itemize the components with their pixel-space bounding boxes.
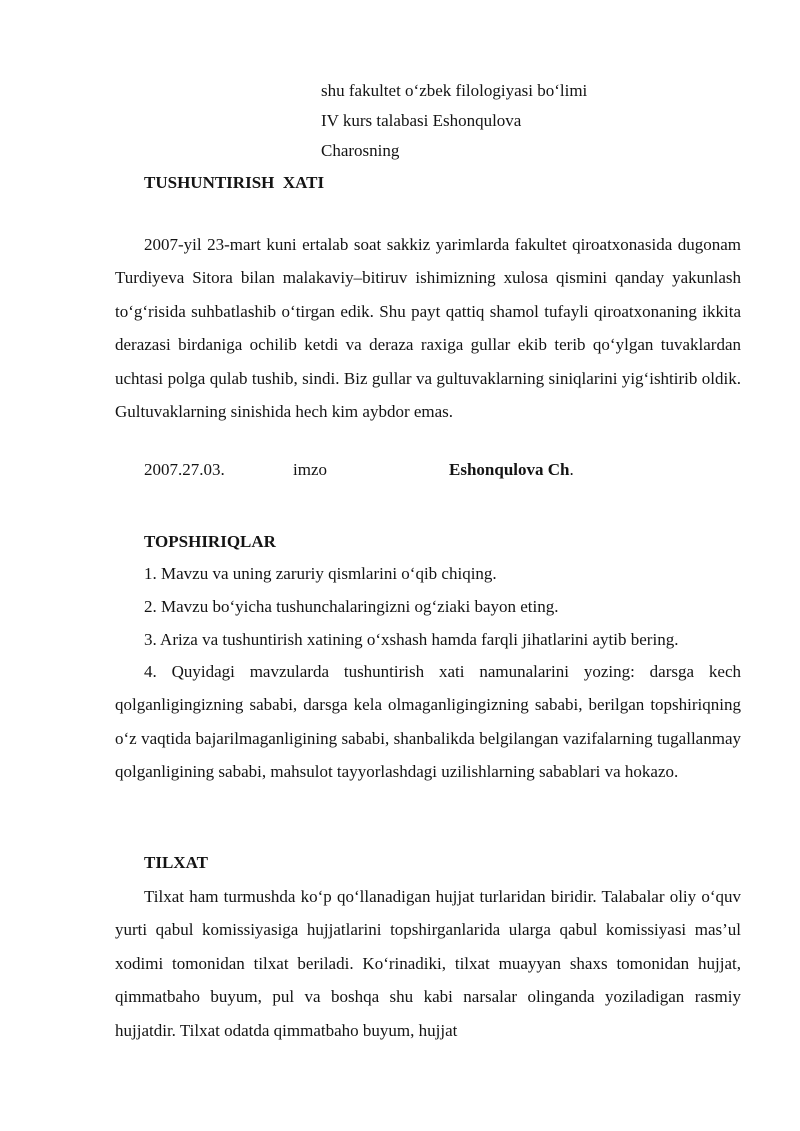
signer-name-bold: Eshonqulova Ch: [449, 460, 570, 479]
signature-label: imzo: [293, 460, 327, 479]
task-item-1: 1. Mavzu va uning zaruriy qismlarini o‘qib chiqing.: [144, 564, 497, 583]
explanation-body: 2007-yil 23-mart kuni ertalab soat sakkiz yarimlarda fakultet qiroatxonasida dugonam Turdiyeva Sitora bilan malakaviy–bitiruv ishimizning xulosa qismini qanday yakunlash to‘g‘risida suhbatlashib o‘tirgan edik. Shu payt qattiq shamol tufayli qiroatxonaning ikkita derazasi birdaniga ochilib ketdi va deraza raxiga gullar ekib terib qo‘ylgan tuvaklardan uchtasi polga qulab tushib, sindi. Biz gullar va gultuvaklarning siniqlarini yig‘ishtirib oldik. Gultuvaklarning sinishida hech kim aybdor emas.: [115, 235, 741, 422]
explanation-title: TUSHUNTIRISH XATI: [144, 173, 325, 192]
task-item-2: 2. Mavzu bo‘yicha tushunchalaringizni og‘ziaki bayon eting.: [144, 597, 559, 616]
addressee-line-3: Charosning: [321, 141, 400, 160]
task-item-3: 3. Ariza va tushuntirish xatining o‘xshash hamda farqli jihatlarini aytib bering.: [144, 630, 679, 649]
task-item-4: 4. Quyidagi mavzularda tushuntirish xati namunalarini yozing: darsga kech qolganligingizning sababi, darsga kela olmaganligingizning sababi, berilgan topshiriqning o‘z vaqtida bajarilmaganligining sababi, shanbalikda belgilangan vazifalarning tugallanmay qolganligining sababi, mahsulot tayyorlashdagi uzilishlarning sabablari va hokazo.: [115, 662, 741, 782]
signer-name-tail: .: [569, 460, 574, 479]
explanation-date: 2007.27.03.: [144, 460, 225, 479]
signature-row: [0, 460, 800, 494]
addressee-block: [321, 76, 587, 166]
tasks-title: TOPSHIRIQLAR: [144, 532, 276, 551]
receipt-body: Tilxat ham turmushda ko‘p qo‘llanadigan hujjat turlaridan biridir. Talabalar oliy o‘quv yurti qabul komissiyasiga hujjatlarini topshirganlarida ularga qabul komissiyasi mas’ul xodimi tomonidan tilxat beriladi. Ko‘rinadiki, tilxat muayyan shaxs tomonidan hujjat, qimmatbaho buyum, pul va boshqa shu kabi narsalar olinganda yoziladigan rasmiy hujjatdir. Tilxat odatda qimmatbaho buyum, hujjat: [115, 887, 741, 1040]
addressee-line-1: shu fakultet o‘zbek filologiyasi bo‘limi: [321, 81, 588, 100]
addressee-line-2: IV kurs talabasi Eshonqulova: [321, 111, 522, 130]
receipt-title: TILXAT: [144, 853, 208, 872]
signer-name: [449, 460, 574, 480]
